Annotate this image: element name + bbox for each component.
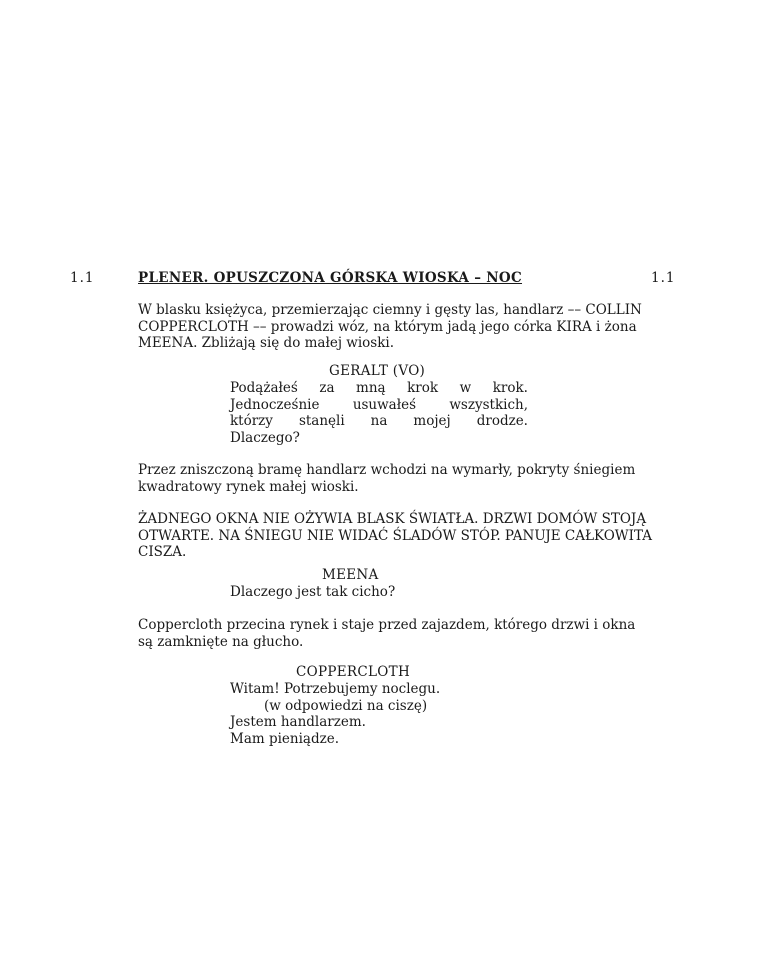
action-line: są zamknięte na głucho. (138, 633, 304, 650)
dialogue-word: krok (407, 380, 439, 396)
dialogue-word: wszystkich, (449, 396, 528, 413)
dialogue-coppercloth (230, 681, 528, 747)
character-name-geralt: GERALT (VO) (329, 363, 426, 379)
action-line: MEENA. Zbliżają się do małej wioski. (138, 335, 395, 351)
character-name-meena: MEENA (322, 567, 379, 583)
action-line: kwadratowy rynek małej wioski. (138, 478, 359, 495)
character-name-coppercloth: COPPERCLOTH (296, 664, 411, 680)
dialogue-word: drodze. (476, 413, 528, 429)
action-line: CISZA. (138, 544, 187, 560)
action-line: Przez zniszczoną bramę handlarz wchodzi na wymarły, pokryty śniegiem (138, 462, 636, 478)
dialogue-line: Jestem handlarzem. (230, 714, 366, 730)
action-paragraph-2 (138, 462, 673, 495)
action-line: COPPERCLOTH –– prowadzi wóz, na którym jadą jego córka KIRA i żona (138, 318, 637, 335)
dialogue-word: Jednocześnie (230, 396, 320, 413)
dialogue-word: za (319, 380, 335, 396)
action-paragraph-3 (138, 511, 673, 561)
scene-number-left: 1.1 (70, 270, 95, 286)
dialogue-word: którzy (230, 413, 273, 429)
dialogue-word: mną (356, 380, 386, 396)
dialogue-line: Dlaczego? (230, 429, 300, 446)
dialogue-line: Dlaczego jest tak cicho? (230, 584, 396, 600)
action-line: W blasku księżyca, przemierzając ciemny i gęsty las, handlarz –– COLLIN (138, 302, 642, 318)
dialogue-word: mojej (413, 413, 451, 429)
dialogue-word: usuwałeś (352, 396, 417, 413)
dialogue-geralt (230, 380, 528, 446)
dialogue-line (230, 413, 528, 430)
dialogue-word: stanęli (298, 413, 345, 429)
dialogue-word: krok. (492, 380, 528, 396)
scene-heading: PLENER. OPUSZCZONA GÓRSKA WIOSKA – NOC (138, 270, 523, 286)
scene-number-right: 1.1 (651, 270, 676, 286)
dialogue-line (230, 397, 528, 414)
action-paragraph-4 (138, 617, 673, 650)
dialogue-line (230, 380, 528, 397)
dialogue-word: na (370, 413, 388, 429)
dialogue-word: w (459, 380, 472, 396)
action-line: ŻADNEGO OKNA NIE OŻYWIA BLASK ŚWIATŁA. DRZWI DOMÓW STOJĄ (138, 511, 647, 527)
action-line: Coppercloth przecina rynek i staje przed zajazdem, którego drzwi i okna (138, 617, 636, 633)
parenthetical: (w odpowiedzi na ciszę) (264, 697, 428, 714)
dialogue-line: Mam pieniądze. (230, 730, 340, 747)
action-line: OTWARTE. NA ŚNIEGU NIE WIDAĆ ŚLADÓW STÓP. PANUJE CAŁKOWITA (138, 527, 653, 544)
dialogue-line: Witam! Potrzebujemy noclegu. (230, 681, 441, 697)
dialogue-meena (230, 584, 528, 601)
action-paragraph-1 (138, 302, 673, 352)
dialogue-word: Podążałeś (230, 380, 298, 396)
